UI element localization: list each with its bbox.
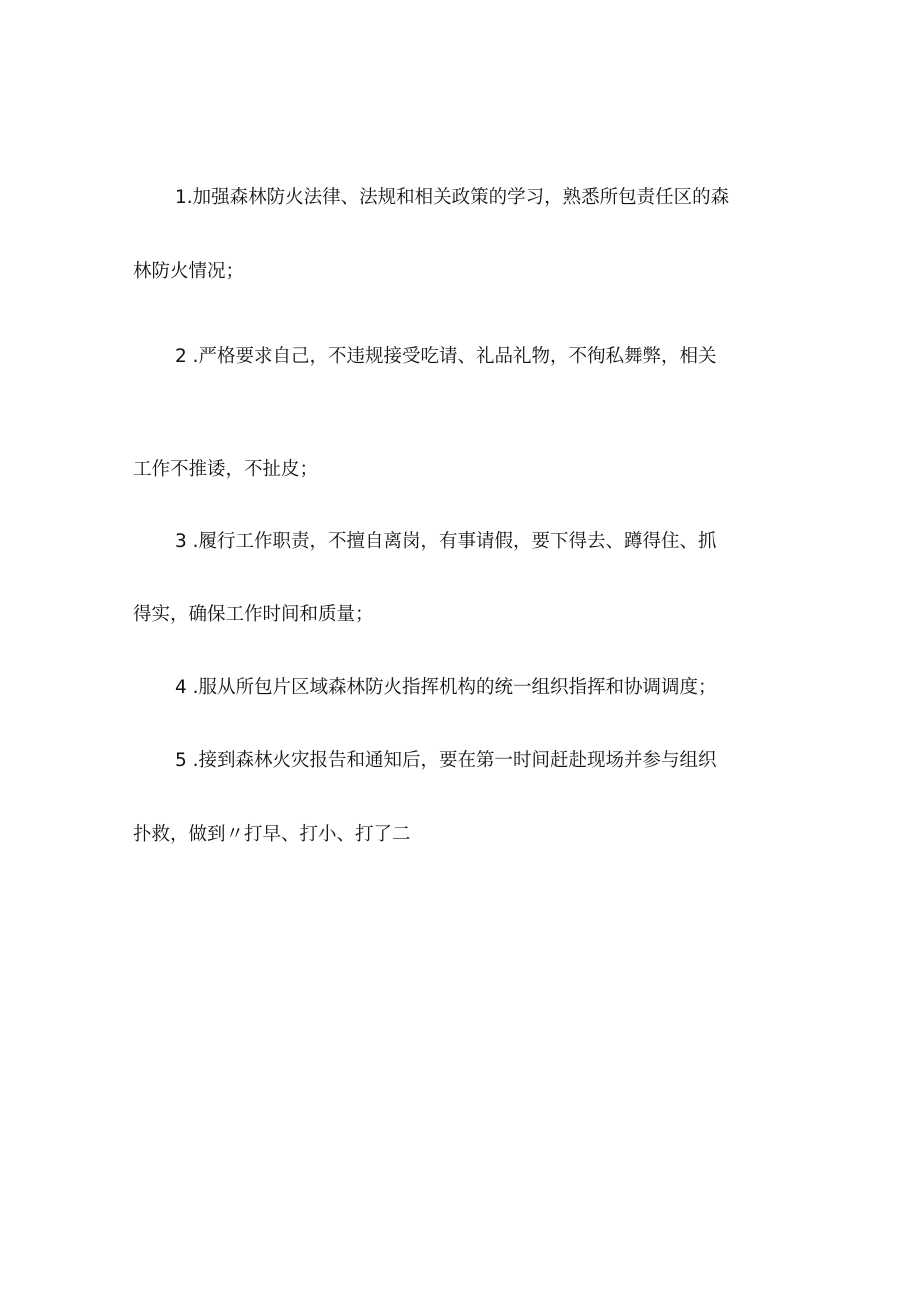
item-3-line-2: 得实，确保工作时间和质量；	[133, 604, 374, 625]
item-5-line-1: 5 .接到森林火灾报告和通知后，要在第一时间赶赴现场并参与组织	[175, 750, 717, 771]
item-3-line-1: 3 .履行工作职责，不擅自离岗，有事请假，要下得去、蹲得住、抓	[175, 531, 717, 552]
item-1-line-2: 林防火情况；	[133, 261, 245, 282]
item-4-line-1: 4 .服从所包片区域森林防火指挥机构的统一组织指挥和协调调度；	[175, 677, 717, 698]
item-2-line-1: 2 .严格要求自己，不违规接受吃请、礼品礼物，不徇私舞弊，相关	[175, 346, 717, 367]
item-1-line-1: 1.加强森林防火法律、法规和相关政策的学习，熟悉所包责任区的森	[175, 187, 730, 208]
item-5-line-2: 扑救，做到〃打早、打小、打了二	[133, 824, 411, 845]
item-2-line-2: 工作不推诿，不扯皮；	[133, 459, 319, 480]
